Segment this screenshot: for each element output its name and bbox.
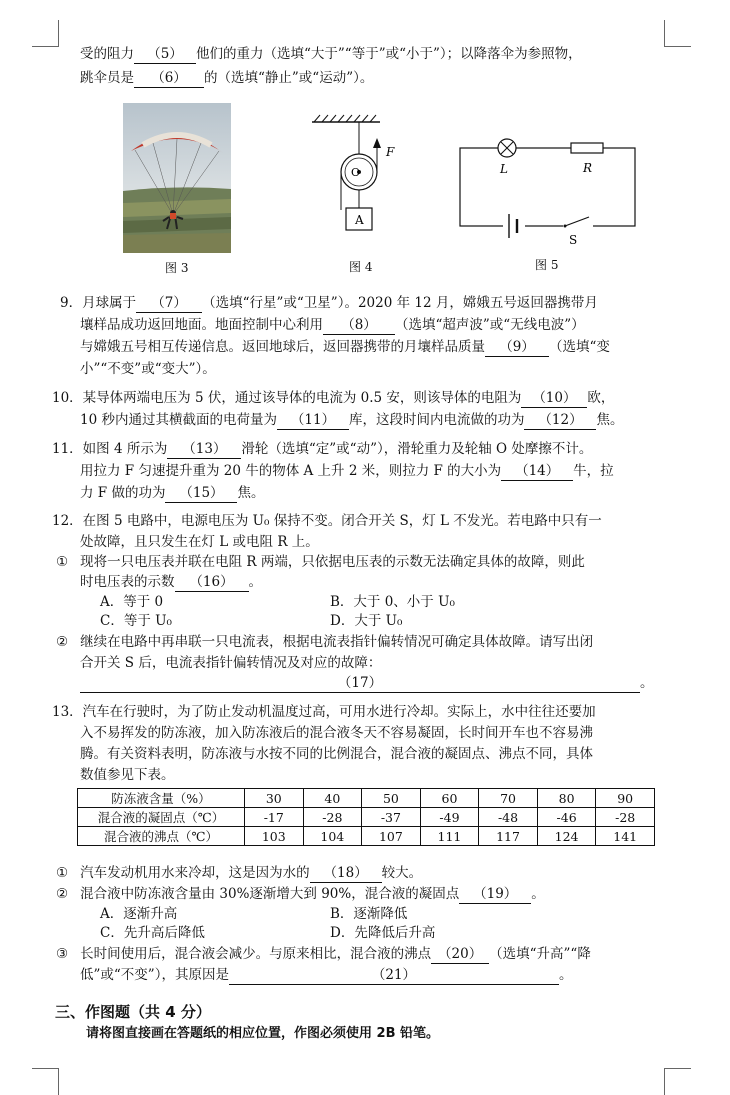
top-line-1: [80, 44, 582, 64]
q13-line-1: 13．汽车在行驶时，为了防止发动机温度过高，可用水进行冷却。实际上，水中往往还要加: [52, 704, 596, 720]
answer-blank-9: （9）: [485, 339, 549, 357]
text: 滑轮（选填“定”或“动”），滑轮重力及轮轴 O 处摩擦不计。: [241, 441, 593, 457]
table-cell: -37: [362, 808, 421, 827]
text: 力 F 做的功为: [80, 485, 166, 501]
answer-blank-20: （20）: [431, 946, 489, 964]
q11-line-2: [80, 461, 614, 481]
q12-option-b: B．大于 0、小于 U₀: [330, 594, 455, 610]
text: （选填“升高”“降: [489, 946, 591, 962]
q12-sub2-answer-line: [80, 673, 654, 693]
table-cell: 90: [596, 789, 655, 808]
figure-5-caption: 图 5: [535, 258, 559, 272]
text: 壤样品成功返回地面。地面控制中心利用: [80, 317, 323, 333]
table-cell: -46: [537, 808, 596, 827]
q13-option-b: B．逐渐降低: [330, 906, 408, 922]
q13-option-d: D．先降低后升高: [330, 925, 436, 941]
answer-blank-12: （12）: [524, 412, 596, 430]
answer-blank-21: （21）: [229, 967, 559, 985]
table-row: [78, 827, 655, 846]
text: 继续在电路中再串联一只电流表，根据电流表指针偏转情况可确定具体故障。请写出闭: [80, 634, 594, 650]
text: 用拉力 F 匀速提升重为 20 牛的物体 A 上升 2 米，则拉力 F 的大小为: [80, 463, 502, 479]
answer-blank-5: （5）: [134, 46, 196, 64]
top-line-2: [80, 68, 373, 88]
text: 。: [640, 675, 654, 691]
q13-line-2: 入不易挥发的防冻液，加入防冻液后的混合液冬天不容易凝固，长时间开车也不容易沸: [80, 725, 593, 741]
text: 10．某导体两端电压为 5 伏，通过该导体的电流为 0.5 安，则该导体的电阻为: [52, 390, 522, 406]
table-cell: 141: [596, 827, 655, 846]
q12-option-c: C．等于 U₀: [100, 613, 172, 629]
table-cell: 50: [362, 789, 421, 808]
q12-option-a: A．等于 0: [100, 594, 164, 610]
table-cell: -48: [479, 808, 538, 827]
q13-sub2: [56, 884, 545, 904]
answer-blank-11: （11）: [277, 412, 349, 430]
q13-sub3-line-2: [80, 965, 572, 985]
table-cell: -28: [596, 808, 655, 827]
force-f-label: F: [386, 145, 395, 159]
text: 。: [531, 886, 545, 902]
answer-blank-14: （14）: [501, 463, 573, 481]
q13-line-4: 数值参见下表。: [80, 767, 175, 783]
text: 受的阻力: [80, 46, 134, 62]
table-cell: -28: [303, 808, 362, 827]
q10-line-2: [80, 410, 623, 430]
answer-blank-13: （13）: [167, 441, 241, 459]
q13-sub3-line-1: [56, 944, 591, 964]
crop-mark-top-left: [32, 20, 59, 47]
text: （选填“超声波”或“无线电波”）: [395, 317, 585, 333]
text: 焦。: [237, 485, 265, 501]
table-cell: 103: [245, 827, 304, 846]
table-row: [78, 789, 655, 808]
circled-number: ②: [56, 634, 69, 650]
object-a-label: A: [355, 213, 364, 227]
pulley-axle-label: O: [351, 166, 361, 179]
table-row-label: 防冻液含量（%）: [78, 789, 245, 808]
text: 9．月球属于: [60, 295, 137, 311]
answer-blank-10: （10）: [521, 390, 587, 408]
q13-option-c: C．先升高后降低: [100, 925, 205, 941]
text: 的（选填“静止”或“运动”）。: [204, 70, 374, 86]
q9-line-4: 小”“不变”或“变大”）。: [80, 361, 216, 377]
text: 与嫦娥五号相互传递信息。返回地球后，返回器携带的月壤样品质量: [80, 339, 485, 355]
crop-mark-top-right: [664, 20, 691, 47]
table-cell: 60: [420, 789, 479, 808]
table-cell: -49: [420, 808, 479, 827]
switch-s-label: S: [569, 233, 578, 247]
circled-number: ①: [56, 554, 69, 570]
text: 低”或“不变”），其原因是: [80, 967, 229, 983]
resistor-r-label: R: [583, 161, 593, 175]
table-cell: 80: [537, 789, 596, 808]
text: 。: [248, 574, 262, 590]
text: 10 秒内通过其横截面的电荷量为: [80, 412, 277, 428]
table-row-label: 混合液的沸点（℃）: [78, 827, 245, 846]
q12-sub2-line-1: [56, 632, 593, 652]
crop-mark-bottom-left: [32, 1068, 59, 1095]
table-cell: 107: [362, 827, 421, 846]
q9-line-1: [60, 293, 598, 313]
text: （选填“行星”或“卫星”）。2020 年 12 月，嫦娥五号返回器携带月: [202, 295, 598, 311]
q13-sub1: [56, 863, 422, 883]
text: 现将一只电压表并联在电阻 R 两端，只依据电压表的示数无法确定具体的故障，则此: [80, 554, 585, 570]
text: 他们的重力（选填“大于”“等于”或“小于”）；以降落伞为参照物，: [196, 46, 582, 62]
text: 焦。: [596, 412, 624, 428]
text: 较大。: [381, 865, 423, 881]
table-cell: 104: [303, 827, 362, 846]
table-cell: -17: [245, 808, 304, 827]
answer-blank-8: （8）: [323, 317, 395, 335]
answer-blank-19: （19）: [459, 886, 531, 904]
q9-line-2: [80, 315, 585, 335]
text: 牛，拉: [573, 463, 614, 479]
table-cell: 117: [479, 827, 538, 846]
text: 混合液中防冻液含量由 30%逐渐增大到 90%，混合液的凝固点: [80, 886, 460, 902]
figure-4-pulley-diagram: [300, 108, 410, 238]
section-3-title: 三、作图题（共 4 分）: [55, 1003, 211, 1021]
text: 11．如图 4 所示为: [52, 441, 168, 457]
figure-4-caption: 图 4: [349, 260, 373, 274]
text: 时电压表的示数: [80, 574, 175, 590]
table-cell: 40: [303, 789, 362, 808]
antifreeze-data-table: [77, 788, 655, 846]
table-cell: 30: [245, 789, 304, 808]
text: 跳伞员是: [80, 70, 134, 86]
answer-blank-18: （18）: [310, 865, 382, 883]
circled-number: ③: [56, 946, 69, 962]
table-row: [78, 808, 655, 827]
q13-option-a: A．逐渐升高: [100, 906, 178, 922]
answer-blank-16: （16）: [175, 574, 249, 592]
table-cell: 70: [479, 789, 538, 808]
text: 库，这段时间内电流做的功为: [348, 412, 525, 428]
lamp-l-label: L: [500, 162, 508, 176]
answer-blank-6: （6）: [134, 70, 204, 88]
q9-line-3: [80, 337, 610, 357]
text: 。: [558, 967, 573, 983]
q12-sub2-line-2: 合开关 S 后，电流表指针偏转情况及对应的故障：: [80, 655, 382, 671]
circled-number: ①: [56, 865, 69, 881]
table-cell: 111: [420, 827, 479, 846]
text: （选填“变: [549, 339, 610, 355]
circled-number: ②: [56, 886, 69, 902]
figure-3-caption: 图 3: [165, 261, 189, 275]
figure-3-parachute-photo: [123, 103, 231, 253]
text: 欧，: [587, 390, 615, 406]
table-cell: 124: [537, 827, 596, 846]
text: 汽车发动机用水来冷却，这是因为水的: [80, 865, 310, 881]
answer-blank-7: （7）: [136, 295, 202, 313]
section-3-instruction: 请将图直接画在答题纸的相应位置，作图必须使用 2B 铅笔。: [86, 1026, 440, 1041]
answer-blank-15: （15）: [165, 485, 237, 503]
q12-sub1-line-1: [56, 552, 585, 572]
table-row-label: 混合液的凝固点（℃）: [78, 808, 245, 827]
answer-blank-17: （17）: [80, 675, 640, 693]
q13-line-3: 腾。有关资料表明，防冻液与水按不同的比例混合，混合液的凝固点、沸点不同，具体: [80, 746, 593, 762]
q12-sub1-line-2: [80, 572, 262, 592]
q12-line-2: 处故障，且只发生在灯 L 或电阻 R 上。: [80, 534, 319, 550]
figure-5-circuit-diagram: [455, 132, 640, 247]
crop-mark-bottom-right: [664, 1068, 691, 1095]
text: 长时间使用后，混合液会减少。与原来相比，混合液的沸点: [80, 946, 432, 962]
q11-line-3: [80, 483, 264, 503]
q12-line-1: 12．在图 5 电路中，电源电压为 U₀ 保持不变。闭合开关 S，灯 L 不发光。若电路中只有一: [52, 513, 602, 529]
q10-line-1: [52, 388, 614, 408]
q11-line-1: [52, 439, 592, 459]
q12-option-d: D．大于 U₀: [330, 613, 403, 629]
